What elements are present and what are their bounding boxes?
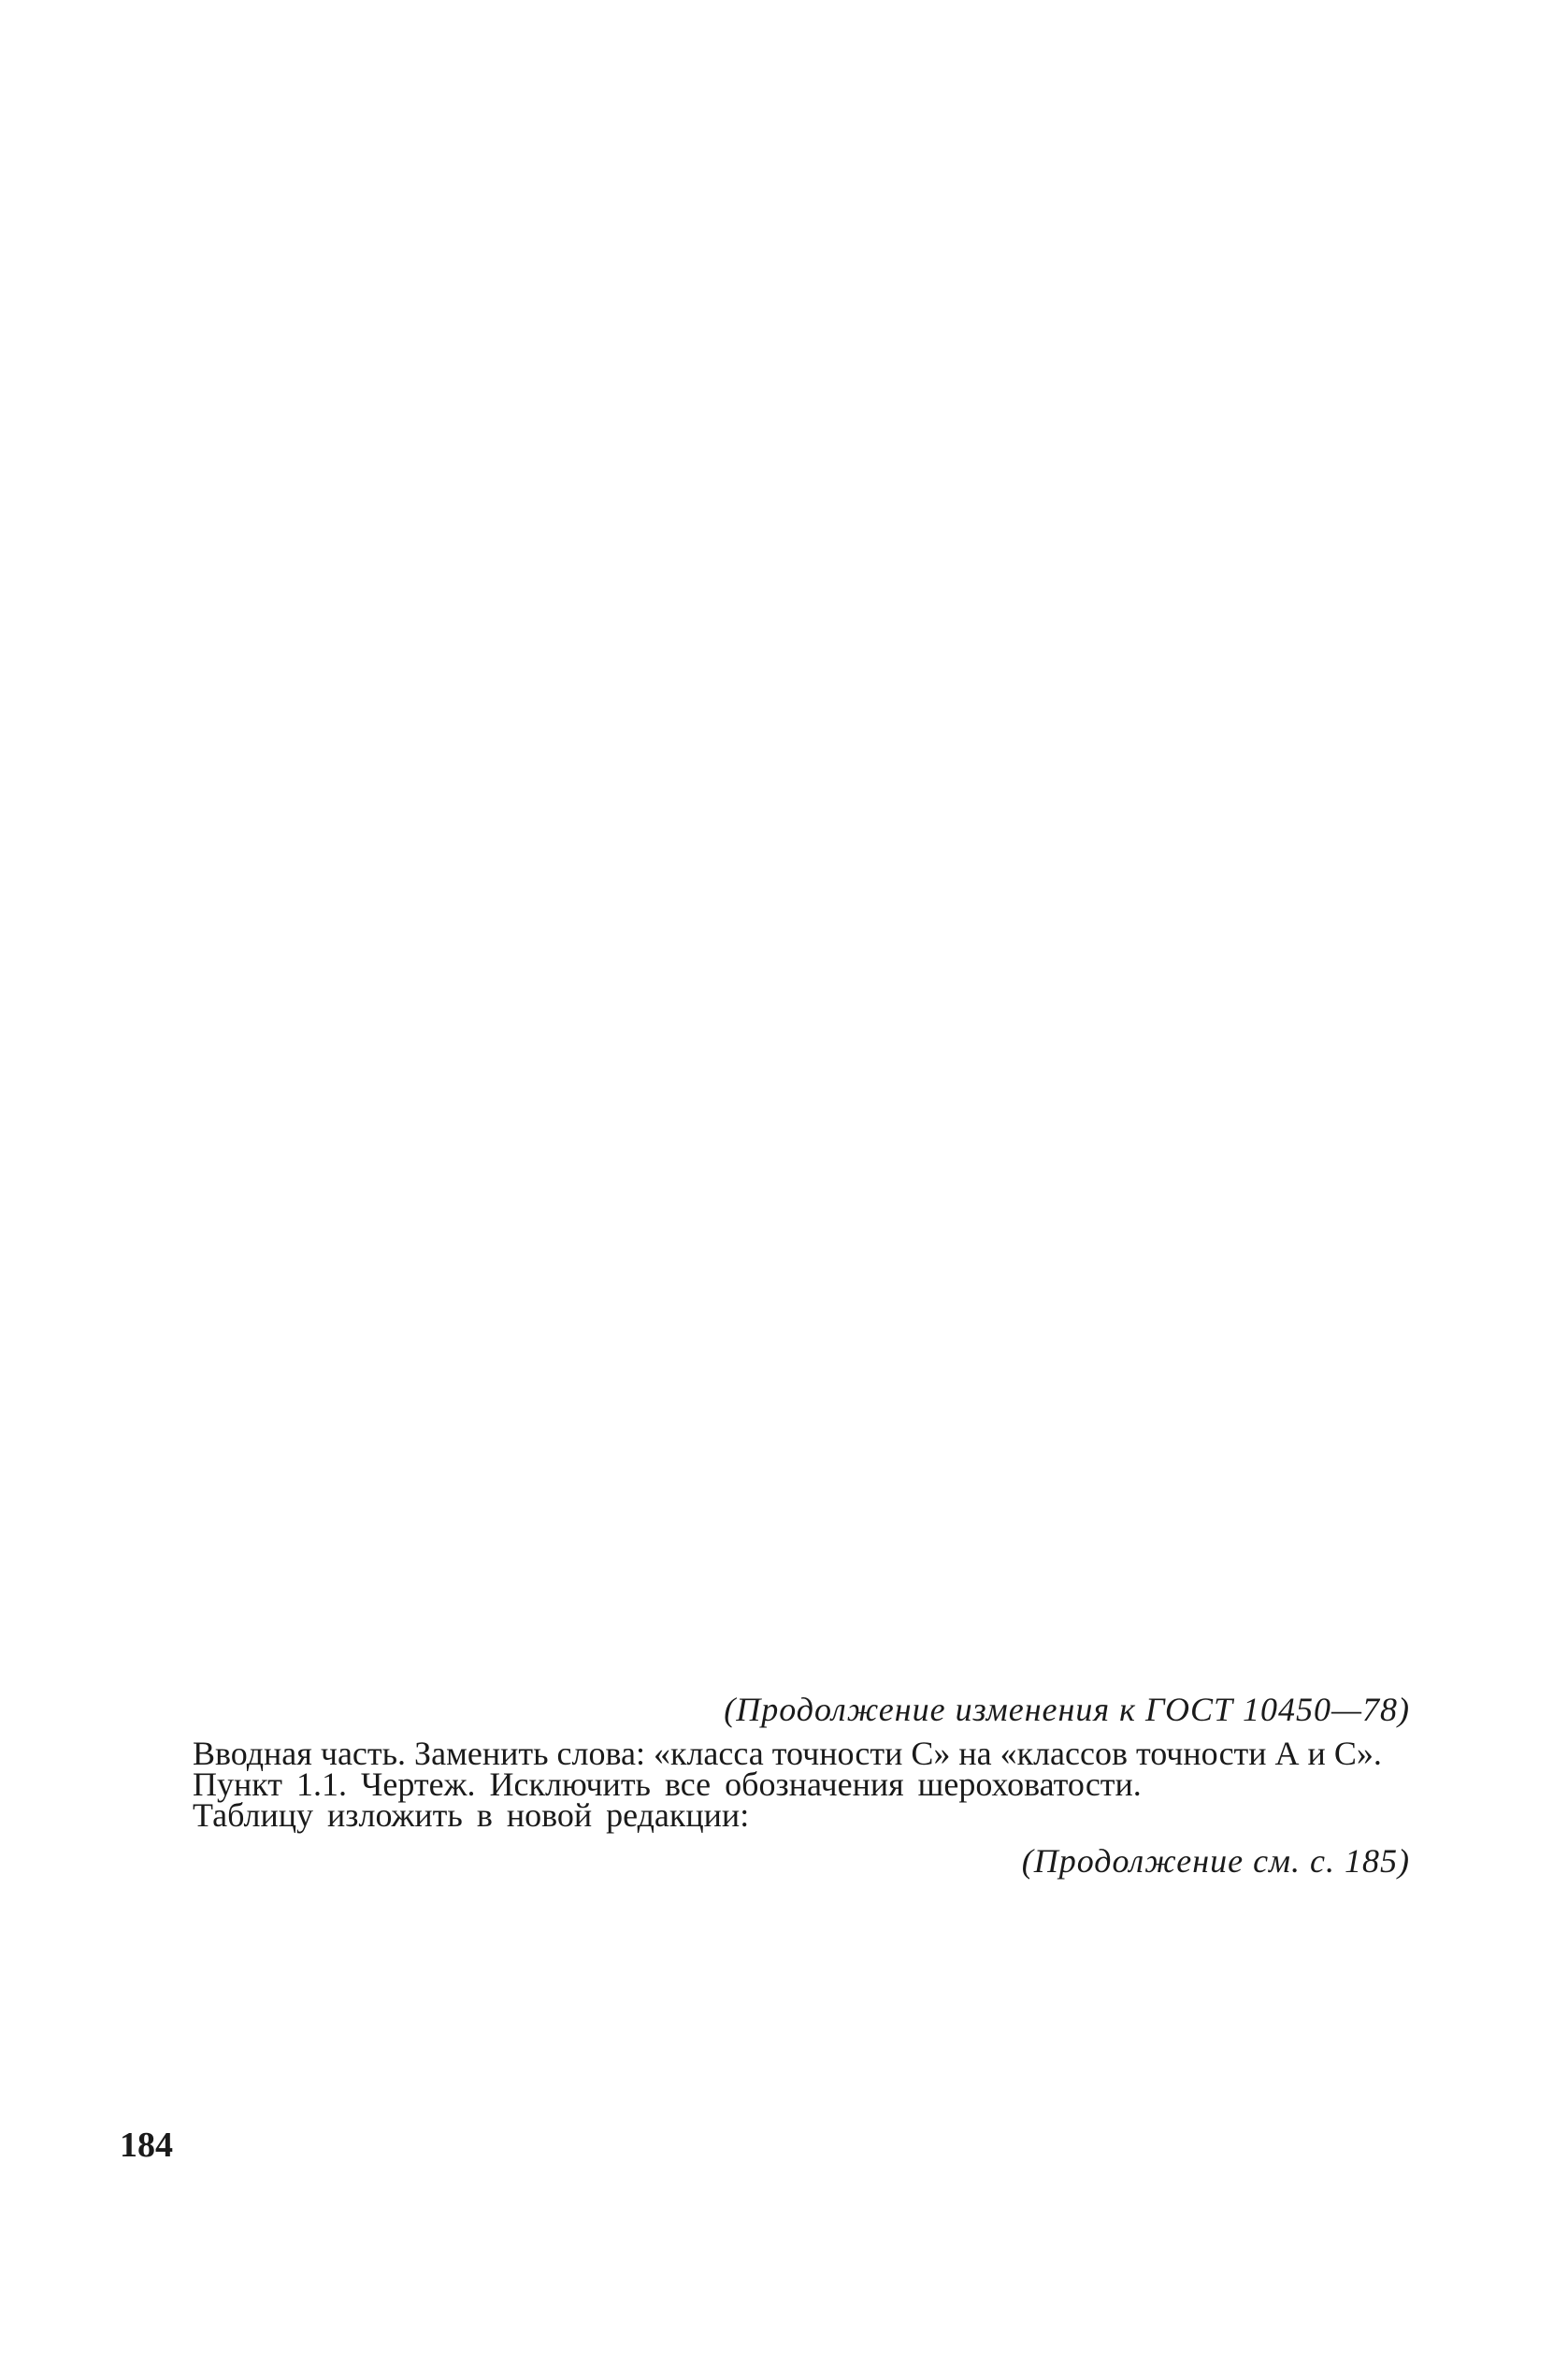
main-text-block xyxy=(120,1691,1410,1880)
continuation-footer: (Продолжение см. с. 185) xyxy=(1021,1842,1410,1880)
paragraph-table-note: Таблицу изложить в новой редакции: xyxy=(193,1796,750,1834)
page-number: 184 xyxy=(120,2126,173,2165)
paragraph-intro: Вводная часть. Заменить слова: «класса точности С» на «классов точности А и С». xyxy=(193,1735,1382,1772)
continuation-header: (Продолжение изменения к ГОСТ 10450—78) xyxy=(724,1691,1410,1728)
paragraph-clause-1-1: Пункт 1.1. Чертеж. Исключить все обозначения шероховатости. xyxy=(193,1766,1142,1803)
